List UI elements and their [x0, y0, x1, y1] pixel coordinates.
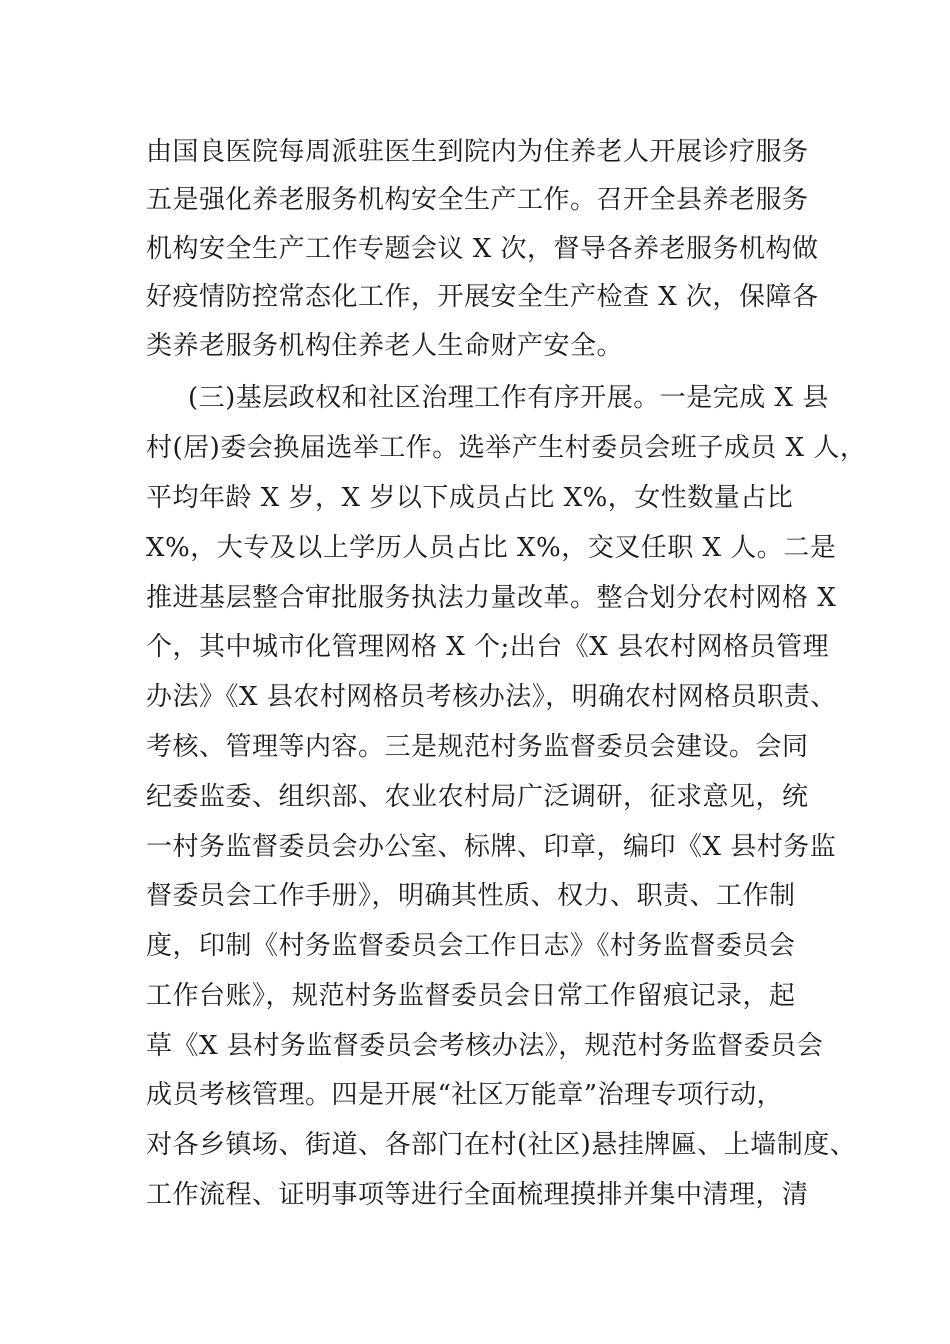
text-line: 好疫情防控常态化工作，开展安全生产检查 X 次，保障各 — [146, 282, 819, 312]
text-line: 五是强化养老服务机构安全生产工作。召开全县养老服务 — [146, 185, 809, 215]
text-line: 督委员会工作手册》，明确其性质、权力、职责、工作制 — [146, 881, 796, 911]
text-line: 度，印制《村务监督委员会工作日志》《村务监督委员会 — [146, 931, 796, 961]
text-line: 考核、管理等内容。三是规范村务监督委员会建设。会同 — [146, 732, 809, 762]
text-line: 平均年龄 X 岁，X 岁以下成员占比 X%，女性数量占比 — [146, 483, 794, 513]
text-line: 对各乡镇场、街道、各部门在村(社区)悬挂牌匾、上墙制度、 — [146, 1130, 857, 1160]
text-line: 工作流程、证明事项等进行全面梳理摸排并集中清理，清 — [146, 1180, 809, 1210]
text-line: X%，大专及以上学历人员占比 X%，交叉任职 X 人。二是 — [146, 533, 837, 563]
text-line: 由国良医院每周派驻医生到院内为住养老人开展诊疗服务 — [146, 137, 809, 167]
text-line: 推进基层整合审批服务执法力量改革。整合划分农村网格 X — [146, 583, 837, 613]
text-line: 成员考核管理。四是开展“社区万能章”治理专项行动， — [146, 1080, 784, 1110]
text-line: 办法》《X 县农村网格员考核办法》，明确农村网格员职责、 — [146, 682, 837, 712]
text-line: 草《X 县村务监督委员会考核办法》，规范村务监督委员会 — [146, 1031, 824, 1061]
text-line: 纪委监委、组织部、农业农村局广泛调研，征求意见，统 — [146, 782, 809, 812]
text-line: 一村务监督委员会办公室、标牌、印章，编印《X 县村务监 — [146, 832, 837, 862]
text-line: 机构安全生产工作专题会议 X 次，督导各养老服务机构做 — [146, 234, 819, 264]
text-line: 村(居)委会换届选举工作。选举产生村委员会班子成员 X 人， — [146, 433, 867, 463]
text-line: 工作台账》，规范村务监督委员会日常工作留痕记录，起 — [146, 981, 796, 1011]
text-line: 类养老服务机构住养老人生命财产安全。 — [146, 331, 624, 361]
text-line: 个，其中城市化管理网格 X 个;出台《X 县农村网格员管理 — [146, 632, 830, 662]
section-heading-line: (三)基层政权和社区治理工作有序开展。一是完成 X 县 — [188, 383, 829, 413]
